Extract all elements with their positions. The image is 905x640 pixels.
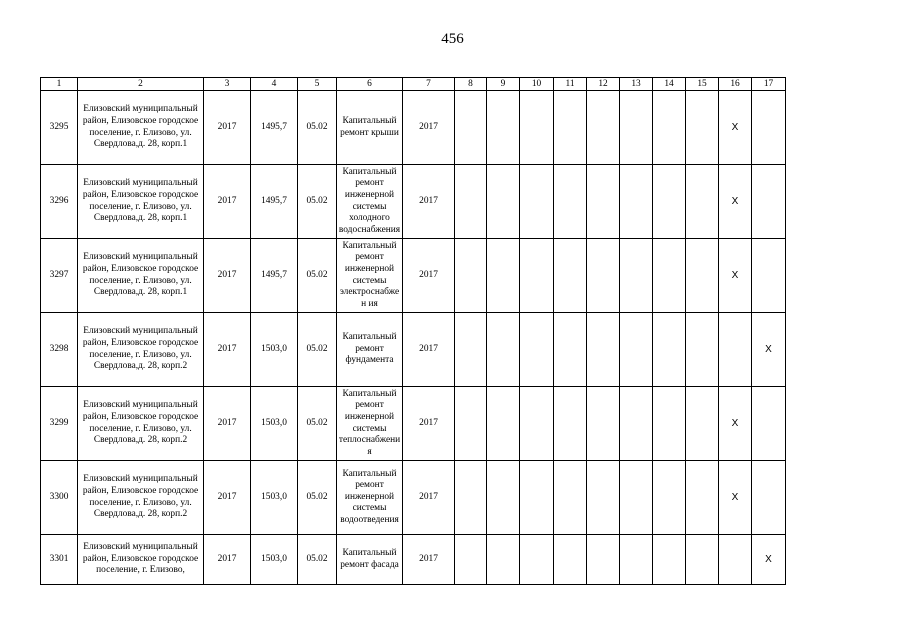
row-number-cell-text: 3296 — [49, 195, 69, 206]
area-cell — [251, 535, 298, 585]
plan-year-cell — [403, 461, 455, 535]
table-row — [41, 239, 786, 313]
row-number-cell-text: 3297 — [49, 269, 69, 280]
empty-cell-10 — [520, 387, 554, 461]
year-cell — [204, 165, 251, 239]
code-cell — [298, 313, 337, 387]
empty-cell-13 — [620, 313, 653, 387]
year-cell — [204, 91, 251, 165]
mark-cell-16 — [719, 91, 752, 165]
row-number-cell — [41, 313, 78, 387]
area-cell — [251, 91, 298, 165]
area-cell-text: 1503,0 — [261, 343, 287, 354]
empty-cell-10 — [520, 461, 554, 535]
code-cell-text: 05.02 — [306, 491, 328, 502]
column-header: 15 — [686, 78, 719, 91]
empty-cell-12 — [587, 165, 620, 239]
column-header: 16 — [719, 78, 752, 91]
work-type-cell-text: Капитальный ремонт крыши — [340, 115, 399, 138]
address-cell-text: Елизовский муниципальный район, Елизовское городское поселение, г. Елизово, — [82, 542, 199, 576]
code-cell-text: 05.02 — [306, 269, 328, 280]
mark-cell-16 — [719, 387, 752, 461]
empty-cell-14 — [653, 91, 686, 165]
mark-cell-17 — [752, 91, 786, 165]
column-header: 14 — [653, 78, 686, 91]
address-cell-text: Елизовский муниципальный район, Елизовское городское поселение, г. Елизово, ул. Свердлова,д. 28, корп.1 — [82, 252, 199, 298]
row-number-cell — [41, 535, 78, 585]
code-cell-text: 05.02 — [306, 195, 328, 206]
plan-year-cell-text: 2017 — [419, 269, 438, 280]
row-number-cell-text: 3298 — [49, 343, 69, 354]
mark-cell-17-text: Х — [765, 553, 772, 565]
plan-year-cell-text: 2017 — [419, 491, 438, 502]
plan-year-cell — [403, 165, 455, 239]
address-cell — [78, 535, 204, 585]
table-row — [41, 313, 786, 387]
area-cell — [251, 239, 298, 313]
empty-cell-9 — [487, 461, 520, 535]
empty-cell-13 — [620, 387, 653, 461]
plan-year-cell — [403, 535, 455, 585]
empty-cell-9 — [487, 165, 520, 239]
year-cell — [204, 461, 251, 535]
empty-cell-14 — [653, 461, 686, 535]
mark-cell-17 — [752, 165, 786, 239]
empty-cell-13 — [620, 239, 653, 313]
year-cell-text: 2017 — [217, 343, 237, 354]
code-cell — [298, 239, 337, 313]
address-cell — [78, 91, 204, 165]
work-type-cell-text: Капитальный ремонт инженерной системы водоотведения — [340, 468, 399, 525]
mark-cell-17 — [752, 313, 786, 387]
code-cell-text: 05.02 — [306, 417, 328, 428]
empty-cell-15 — [686, 535, 719, 585]
address-cell — [78, 313, 204, 387]
plan-year-cell — [403, 387, 455, 461]
row-number-cell — [41, 461, 78, 535]
column-header: 5 — [298, 78, 337, 91]
empty-cell-13 — [620, 461, 653, 535]
work-type-cell-text: Капитальный ремонт фундамента — [342, 332, 397, 366]
empty-cell-10 — [520, 313, 554, 387]
work-type-cell — [337, 535, 403, 585]
work-type-cell — [337, 461, 403, 535]
empty-cell-13 — [620, 165, 653, 239]
code-cell — [298, 461, 337, 535]
area-cell — [251, 165, 298, 239]
year-cell-text: 2017 — [217, 553, 237, 564]
plan-year-cell-text: 2017 — [419, 553, 438, 564]
empty-cell-15 — [686, 387, 719, 461]
area-cell-text: 1503,0 — [261, 491, 287, 502]
address-cell-text: Елизовский муниципальный район, Елизовское городское поселение, г. Елизово, ул. Свердлова,д. 28, корп.2 — [82, 474, 199, 520]
area-cell — [251, 461, 298, 535]
empty-cell-12 — [587, 535, 620, 585]
page-number: 456 — [441, 31, 464, 47]
empty-cell-10 — [520, 535, 554, 585]
empty-cell-10 — [520, 165, 554, 239]
row-number-cell-text: 3295 — [49, 121, 69, 132]
mark-cell-16-text: Х — [731, 121, 739, 133]
empty-cell-8 — [455, 387, 487, 461]
work-type-cell — [337, 91, 403, 165]
mark-cell-16 — [719, 239, 752, 313]
column-header: 13 — [620, 78, 653, 91]
column-header: 10 — [520, 78, 554, 91]
table-row — [41, 461, 786, 535]
work-type-cell-text: Капитальный ремонт инженерной системы теплоснабжени я — [338, 388, 401, 457]
code-cell-text: 05.02 — [306, 343, 328, 354]
work-type-cell-text: Капитальный ремонт инженерной системы холодного водоснабжения — [338, 166, 401, 235]
empty-cell-8 — [455, 91, 487, 165]
mark-cell-16 — [719, 313, 752, 387]
empty-cell-11 — [554, 91, 587, 165]
row-number-cell — [41, 91, 78, 165]
empty-cell-13 — [620, 535, 653, 585]
empty-cell-11 — [554, 165, 587, 239]
empty-cell-11 — [554, 461, 587, 535]
empty-cell-11 — [554, 313, 587, 387]
mark-cell-16 — [719, 461, 752, 535]
area-cell-text: 1495,7 — [261, 269, 287, 280]
year-cell — [204, 239, 251, 313]
empty-cell-12 — [587, 91, 620, 165]
plan-year-cell-text: 2017 — [419, 417, 438, 428]
mark-cell-16 — [719, 165, 752, 239]
empty-cell-9 — [487, 239, 520, 313]
year-cell — [204, 313, 251, 387]
empty-cell-11 — [554, 387, 587, 461]
empty-cell-10 — [520, 91, 554, 165]
year-cell-text: 2017 — [217, 269, 237, 280]
plan-year-cell — [403, 239, 455, 313]
table-row — [41, 535, 786, 585]
empty-cell-15 — [686, 165, 719, 239]
year-cell-text: 2017 — [217, 195, 237, 206]
address-cell-text: Елизовский муниципальный район, Елизовское городское поселение, г. Елизово, ул. Свердлова,д. 28, корп.2 — [82, 400, 199, 446]
code-cell — [298, 387, 337, 461]
empty-cell-8 — [455, 535, 487, 585]
area-cell — [251, 387, 298, 461]
empty-cell-9 — [487, 313, 520, 387]
year-cell — [204, 387, 251, 461]
mark-cell-16-text: Х — [731, 491, 739, 503]
empty-cell-8 — [455, 165, 487, 239]
code-cell-text: 05.02 — [306, 553, 328, 564]
empty-cell-14 — [653, 535, 686, 585]
plan-year-cell — [403, 91, 455, 165]
mark-cell-17 — [752, 387, 786, 461]
column-header: 2 — [78, 78, 204, 91]
row-number-cell — [41, 387, 78, 461]
address-cell-text: Елизовский муниципальный район, Елизовское городское поселение, г. Елизово, ул. Свердлова,д. 28, корп.1 — [82, 104, 199, 150]
mark-cell-16-text: Х — [731, 195, 739, 207]
plan-year-cell-text: 2017 — [419, 343, 438, 354]
column-header: 9 — [487, 78, 520, 91]
column-header: 12 — [587, 78, 620, 91]
mark-cell-16 — [719, 535, 752, 585]
empty-cell-12 — [587, 387, 620, 461]
address-cell-text: Елизовский муниципальный район, Елизовское городское поселение, г. Елизово, ул. Свердлова,д. 28, корп.1 — [82, 178, 199, 224]
empty-cell-11 — [554, 239, 587, 313]
row-number-cell-text: 3300 — [49, 491, 69, 502]
table-row — [41, 91, 786, 165]
empty-cell-9 — [487, 387, 520, 461]
empty-cell-8 — [455, 239, 487, 313]
empty-cell-9 — [487, 91, 520, 165]
plan-year-cell-text: 2017 — [419, 195, 438, 206]
empty-cell-11 — [554, 535, 587, 585]
empty-cell-15 — [686, 461, 719, 535]
column-header: 1 — [41, 78, 78, 91]
column-header: 3 — [204, 78, 251, 91]
code-cell — [298, 535, 337, 585]
address-cell-text: Елизовский муниципальный район, Елизовское городское поселение, г. Елизово, ул. Свердлова,д. 28, корп.2 — [82, 326, 199, 372]
column-header: 4 — [251, 78, 298, 91]
area-cell — [251, 313, 298, 387]
work-type-cell — [337, 239, 403, 313]
work-type-cell — [337, 165, 403, 239]
column-header: 11 — [554, 78, 587, 91]
column-header: 8 — [455, 78, 487, 91]
year-cell-text: 2017 — [217, 417, 237, 428]
address-cell — [78, 239, 204, 313]
empty-cell-12 — [587, 461, 620, 535]
mark-cell-17 — [752, 461, 786, 535]
mark-cell-17 — [752, 535, 786, 585]
empty-cell-12 — [587, 239, 620, 313]
empty-cell-15 — [686, 91, 719, 165]
mark-cell-17 — [752, 239, 786, 313]
mark-cell-17-text: Х — [765, 343, 772, 355]
column-header: 6 — [337, 78, 403, 91]
empty-cell-15 — [686, 313, 719, 387]
empty-cell-14 — [653, 313, 686, 387]
year-cell-text: 2017 — [217, 121, 237, 132]
header-row — [41, 78, 786, 91]
empty-cell-10 — [520, 239, 554, 313]
address-cell — [78, 461, 204, 535]
row-number-cell-text: 3299 — [49, 417, 69, 428]
empty-cell-12 — [587, 313, 620, 387]
year-cell-text: 2017 — [217, 491, 237, 502]
code-cell-text: 05.02 — [306, 121, 328, 132]
area-cell-text: 1503,0 — [261, 553, 287, 564]
table-row — [41, 165, 786, 239]
empty-cell-14 — [653, 239, 686, 313]
empty-cell-9 — [487, 535, 520, 585]
column-header: 7 — [403, 78, 455, 91]
area-cell-text: 1495,7 — [261, 195, 287, 206]
row-number-cell — [41, 239, 78, 313]
empty-cell-14 — [653, 387, 686, 461]
empty-cell-8 — [455, 313, 487, 387]
address-cell — [78, 387, 204, 461]
table-row — [41, 387, 786, 461]
column-header: 17 — [752, 78, 786, 91]
work-type-cell — [337, 313, 403, 387]
mark-cell-16-text: Х — [731, 417, 739, 429]
plan-year-cell — [403, 313, 455, 387]
mark-cell-16-text: Х — [731, 269, 739, 281]
row-number-cell-text: 3301 — [49, 553, 69, 564]
area-cell-text: 1495,7 — [261, 121, 287, 132]
address-cell — [78, 165, 204, 239]
empty-cell-13 — [620, 91, 653, 165]
code-cell — [298, 91, 337, 165]
plan-year-cell-text: 2017 — [419, 121, 438, 132]
work-type-cell-text: Капитальный ремонт фасада — [340, 547, 399, 570]
year-cell — [204, 535, 251, 585]
empty-cell-8 — [455, 461, 487, 535]
row-number-cell — [41, 165, 78, 239]
code-cell — [298, 165, 337, 239]
empty-cell-14 — [653, 165, 686, 239]
work-type-cell — [337, 387, 403, 461]
register-table — [40, 77, 786, 585]
area-cell-text: 1503,0 — [261, 417, 287, 428]
empty-cell-15 — [686, 239, 719, 313]
work-type-cell-text: Капитальный ремонт инженерной системы электроснабжен ия — [339, 240, 400, 309]
